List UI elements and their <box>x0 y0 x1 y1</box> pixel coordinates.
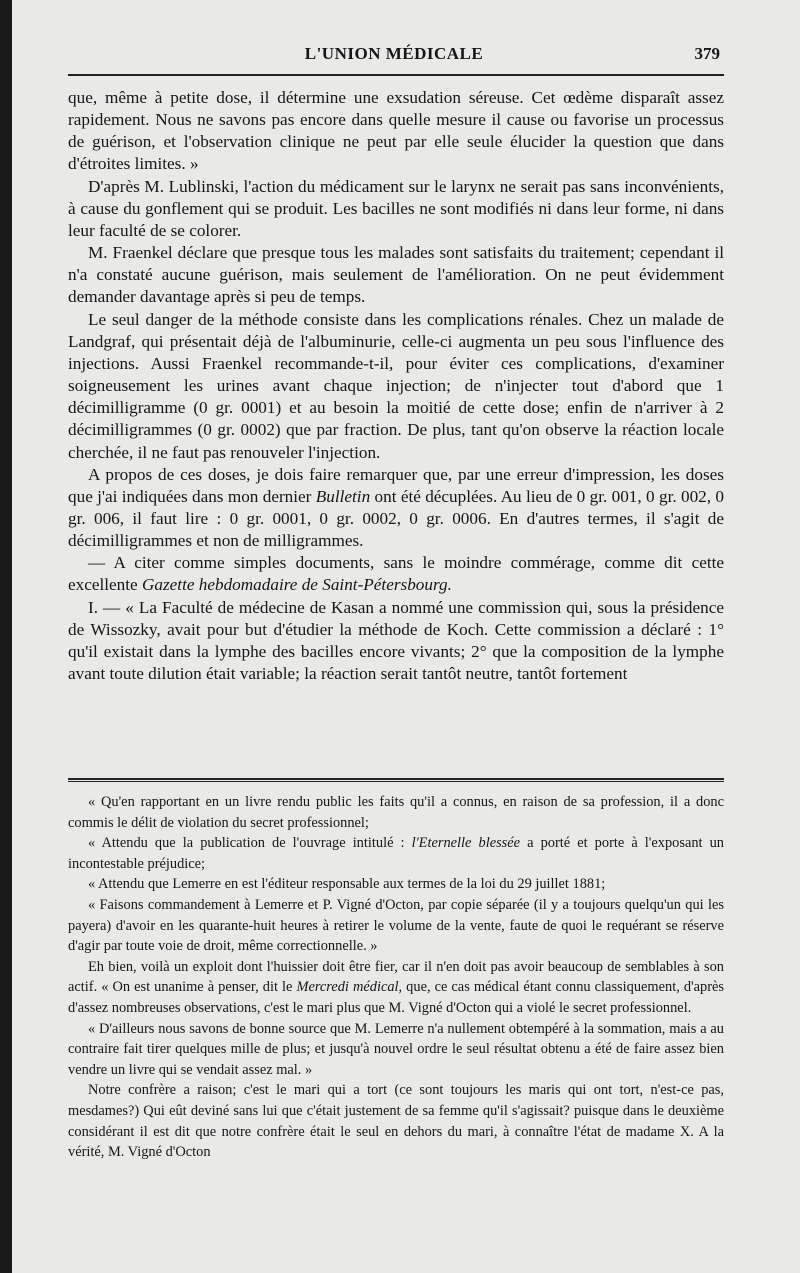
paragraph-gazette <box>68 552 724 596</box>
note-bonne-source: « D'ailleurs nous savons de bonne source que M. Lemerre n'a nullement obtempéré à la sommation, mais a au contraire fait tirer quelques mille de plus; et jusqu'à nouvel ordre le seul résultat obtenu a été de faire assez bien vendre un livre qui se vendait assez mal. » <box>68 1020 724 1078</box>
mercredi-title: Mercredi médical <box>296 979 399 996</box>
doses-text-a: A propos de ces doses, je dois faire remarquer que, par une erreur d'impression, les doses que j'ai indiquées dans mon dernier <box>68 464 724 506</box>
doses-text-b: ont été décuplées. Au lieu de 0 gr. 001, 0 gr. 002, 0 gr. 006, il faut lire : 0 gr. 0001, 0 gr. 0002, 0 gr. 0006. En d'autres termes, il s'agit de décimilligrammes et non de milligrammes. <box>68 486 724 551</box>
journal-title: L'UNION MÉDICALE <box>304 44 484 63</box>
page-number: 379 <box>694 44 720 63</box>
gazette-text: — A citer comme simples documents, sans le moindre commérage, comme dit cette excellente <box>68 553 724 595</box>
main-text <box>68 87 724 685</box>
note-huissier-a: Eh bien, voilà un exploit dont l'huissier doit être fier, car il n'en doit pas avoir beaucoup de semblables à son actif. « On est unanime à penser, dit le <box>68 958 724 996</box>
note-commandement: « Faisons commandement à Lemerre et P. Vigné d'Octon, par copie séparée (il y a toujours quelqu'un qui les payera) d'avoir en les quarante-huit heures à retirer le volume de la vente, faute de quoi le requérant se réserve d'agir par toute voie de droit, même correctionnelle. » <box>68 896 724 955</box>
note-publication-a: « Attendu que la publication de l'ouvrage intitulé : <box>88 835 412 852</box>
header-rule <box>68 74 724 76</box>
paragraph-kasan: I. — « La Faculté de médecine de Kasan a nommé une commission qui, sous la présidence de Wissozky, avait pour but d'étudier la méthode de Koch. Cette commission a déclaré : 1° qu'il existait dans la lymphe des bacilles encore vivants; 2° que la composition de la lymphe avant toute dilution était variable; la réaction serait tantôt neutre, tantôt fortement <box>68 597 724 684</box>
lower-column-text <box>68 792 724 1163</box>
paragraph-lublinski: D'après M. Lublinski, l'action du médicament sur le larynx ne serait pas sans inconvénients, à cause du gonflement qui se produit. Les bacilles ne sont modifiés ni dans leur forme, ni dans leur faculté de se colorer. <box>68 176 724 240</box>
note-huissier-b: , que, ce cas médical étant connu classiquement, d'après d'assez nombreuses observations, c'est le mari plus que M. Vigné d'Octon qui a violé le secret professionnel. <box>68 979 724 1016</box>
bulletin-title: Bulletin <box>315 486 371 506</box>
note-confrere: Notre confrère a raison; c'est le mari qui a tort (ce sont toujours les maris qui ont tort, n'est-ce pas, mesdames?) Qui eût deviné sans lui que c'était justement de sa femme qu'il s'agissait? puisque dans le deuxième considérant il est dit que notre confrère était le seul en dehors du mari, à connaître l'état de madame X. A la vérité, M. Vigné d'Octon <box>68 1082 724 1161</box>
note-lemerre: « Attendu que Lemerre en est l'éditeur responsable aux termes de la loi du 29 juillet 1881; <box>88 876 606 893</box>
paragraph-oedeme: que, même à petite dose, il détermine une exsudation séreuse. Cet œdème disparaît assez rapidement. Nous ne savons pas encore dans quelle mesure il cause ou favorise un processus de guérison, et l'observation clinique ne peut par elle seule élucider la question que dans d'étroites limites. » <box>68 88 724 174</box>
running-header <box>64 42 724 72</box>
note-huissier <box>68 957 724 1019</box>
gazette-title: Gazette hebdomadaire de Saint-Pétersbourg. <box>141 575 452 595</box>
book-page <box>12 0 800 1273</box>
note-secret: « Qu'en rapportant en un livre rendu public les faits qu'il a connus, en raison de sa profession, il a donc commis le délit de violation du secret professionnel; <box>68 794 724 831</box>
section-rule <box>68 778 724 782</box>
paragraph-doses <box>68 464 724 553</box>
note-publication-b: a porté et porte à l'exposant un incontestable préjudice; <box>68 835 724 872</box>
paragraph-fraenkel: M. Fraenkel déclare que presque tous les malades sont satisfaits du traitement; cependant il n'a constaté aucune guérison, mais seulement de l'amélioration. On ne peut évidemment demander davantage après si peu de temps. <box>68 243 724 307</box>
note-publication <box>68 833 724 874</box>
paragraph-danger: Le seul danger de la méthode consiste dans les complications rénales. Chez un malade de Landgraf, qui présentait déjà de l'albuminurie, celle-ci augmenta un peu sous l'influence des injections. Aussi Fraenkel recommande-t-il, pour éviter ces complications, d'examiner soigneusement les urines avant chaque injection; de n'injecter tout d'abord que 1 décimilligramme (0 gr. 0001) et au besoin la moitié de cette dose; enfin de n'arriver à 2 décimilligrammes (0 gr. 0002) que par fraction. De plus, tant qu'on observe la réaction locale cherchée, il ne faut pas renouveler l'injection. <box>68 309 724 462</box>
book-title: l'Eternelle blessée <box>411 835 521 852</box>
